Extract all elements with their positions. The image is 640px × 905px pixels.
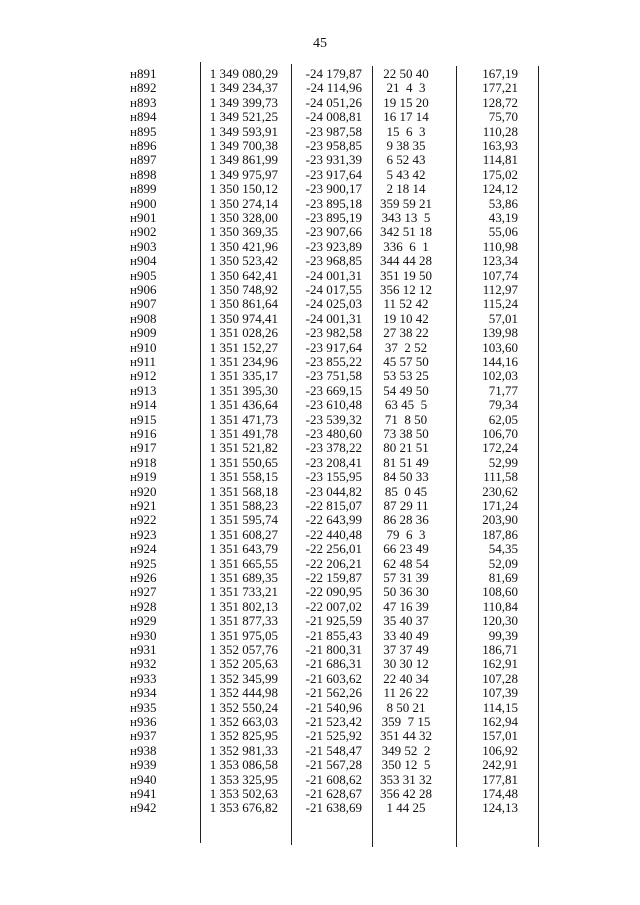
distance-cell: 102,03 bbox=[482, 368, 518, 384]
x-coordinate-cell: 1 350 274,14 bbox=[209, 195, 278, 211]
page-number: 45 bbox=[313, 36, 327, 51]
direction-angle-cell: 351 44 32 bbox=[380, 728, 432, 744]
x-coordinate-cell: 1 353 502,63 bbox=[209, 786, 278, 801]
distance-cell: 124,12 bbox=[482, 181, 518, 197]
y-coordinate-cell: -21 562,26 bbox=[305, 685, 362, 701]
distance-cell: 53,86 bbox=[488, 195, 518, 211]
point-name-cell: н935 bbox=[130, 699, 157, 715]
x-coordinate-cell: 1 352 825,95 bbox=[209, 728, 278, 744]
point-name-cell: н903 bbox=[130, 238, 157, 254]
y-coordinate-cell: -21 567,28 bbox=[305, 757, 362, 773]
distance-cell: 103,60 bbox=[482, 339, 518, 355]
point-name-cell: н931 bbox=[130, 642, 157, 657]
point-name-cell: н891 bbox=[130, 66, 157, 81]
distance-cell: 203,90 bbox=[482, 512, 518, 528]
x-coordinate-cell: 1 350 369,35 bbox=[209, 224, 278, 240]
point-name-cell: н910 bbox=[130, 339, 157, 355]
distance-cell: 79,34 bbox=[488, 397, 518, 413]
point-name-cell: н934 bbox=[130, 685, 157, 701]
distance-cell: 52,99 bbox=[488, 454, 518, 470]
direction-angle-cell: 353 31 32 bbox=[380, 771, 432, 787]
direction-angle-cell: 22 50 40 bbox=[383, 66, 429, 81]
y-coordinate-cell: -23 669,15 bbox=[305, 382, 362, 398]
y-coordinate-cell: -24 017,55 bbox=[305, 282, 362, 297]
y-coordinate-cell: -21 686,31 bbox=[305, 656, 362, 672]
direction-angle-cell: 71 8 50 bbox=[384, 411, 428, 427]
direction-angle-cell: 349 52 2 bbox=[381, 742, 431, 758]
point-name-cell: н932 bbox=[130, 656, 157, 672]
direction-angle-cell: 30 30 12 bbox=[383, 656, 429, 672]
direction-angle-cell: 356 12 12 bbox=[380, 282, 432, 297]
direction-angle-cell: 351 19 50 bbox=[380, 267, 432, 283]
direction-angle-cell: 62 48 54 bbox=[383, 555, 429, 571]
y-coordinate-cell: -21 540,96 bbox=[305, 699, 362, 715]
point-name-cell: н907 bbox=[130, 296, 157, 312]
y-coordinate-cell: -23 917,64 bbox=[305, 339, 362, 355]
distance-cell: 106,92 bbox=[482, 742, 518, 758]
x-coordinate-cell: 1 351 335,17 bbox=[209, 368, 278, 384]
x-coordinate-cell: 1 351 558,15 bbox=[209, 469, 278, 485]
distance-cell: 174,48 bbox=[482, 786, 518, 801]
distance-cell: 107,28 bbox=[482, 670, 518, 686]
direction-angle-cell: 53 53 25 bbox=[383, 368, 429, 384]
distance-cell: 172,24 bbox=[482, 440, 518, 456]
point-name-cell: н893 bbox=[130, 94, 157, 110]
point-name-cell: н916 bbox=[130, 426, 157, 441]
y-coordinate-cell: -23 931,39 bbox=[305, 152, 362, 168]
direction-angle-cell: 9 38 35 bbox=[386, 138, 426, 153]
x-coordinate-cell: 1 350 150,12 bbox=[209, 181, 278, 197]
point-name-cell: н927 bbox=[130, 584, 157, 600]
y-coordinate-cell: -23 751,58 bbox=[305, 368, 362, 384]
x-coordinate-cell: 1 351 234,96 bbox=[209, 354, 278, 369]
direction-angle-cell: 11 26 22 bbox=[383, 685, 429, 701]
y-coordinate-cell: -22 007,02 bbox=[305, 598, 362, 614]
point-name-cell: н896 bbox=[130, 138, 157, 153]
point-name-cell: н912 bbox=[130, 368, 157, 384]
direction-angle-cell: 21 4 3 bbox=[386, 80, 426, 96]
direction-angle-cell: 350 12 5 bbox=[381, 757, 431, 773]
direction-angle-cell: 84 50 33 bbox=[383, 469, 429, 485]
distance-cell: 177,81 bbox=[482, 771, 518, 787]
x-coordinate-cell: 1 351 471,73 bbox=[209, 411, 278, 427]
direction-angle-cell: 81 51 49 bbox=[383, 454, 429, 470]
y-coordinate-cell: -23 895,19 bbox=[305, 210, 362, 225]
point-name-cell: н940 bbox=[130, 771, 157, 787]
distance-cell: 124,13 bbox=[482, 800, 518, 816]
distance-cell: 139,98 bbox=[482, 325, 518, 341]
point-name-cell: н894 bbox=[130, 109, 157, 125]
direction-angle-cell: 47 16 39 bbox=[383, 598, 429, 614]
x-coordinate-cell: 1 349 521,25 bbox=[209, 109, 278, 125]
distance-cell: 110,98 bbox=[482, 238, 518, 254]
x-coordinate-cell: 1 350 328,00 bbox=[209, 210, 278, 225]
x-coordinate-cell: 1 351 491,78 bbox=[209, 426, 278, 441]
direction-angle-cell: 85 0 45 bbox=[384, 483, 428, 499]
point-name-cell: н915 bbox=[130, 411, 157, 427]
x-coordinate-cell: 1 352 663,03 bbox=[209, 714, 278, 729]
x-coordinate-cell: 1 351 877,33 bbox=[209, 613, 278, 629]
direction-angle-cell: 35 40 37 bbox=[383, 613, 429, 629]
direction-angle-cell: 356 42 28 bbox=[380, 786, 432, 801]
direction-angle-cell: 336 6 1 bbox=[383, 238, 429, 254]
y-coordinate-cell: -23 895,18 bbox=[305, 195, 362, 211]
point-name-cell: н906 bbox=[130, 282, 157, 297]
distance-cell: 114,81 bbox=[482, 152, 518, 168]
point-name-cell: н929 bbox=[130, 613, 157, 629]
distance-cell: 106,70 bbox=[482, 426, 518, 441]
y-coordinate-cell: -21 523,42 bbox=[305, 714, 362, 729]
x-coordinate-cell: 1 352 057,76 bbox=[209, 642, 278, 657]
y-coordinate-cell: -21 603,62 bbox=[305, 670, 362, 686]
point-name-cell: н938 bbox=[130, 742, 157, 758]
y-coordinate-cell: -21 608,62 bbox=[305, 771, 362, 787]
y-coordinate-cell: -21 925,59 bbox=[305, 613, 362, 629]
y-coordinate-cell: -22 440,48 bbox=[305, 526, 362, 542]
x-coordinate-cell: 1 353 086,58 bbox=[209, 757, 278, 773]
direction-angle-cell: 66 23 49 bbox=[383, 541, 429, 557]
distance-cell: 108,60 bbox=[482, 584, 518, 600]
x-coordinate-cell: 1 352 981,33 bbox=[209, 742, 278, 758]
y-coordinate-cell: -21 548,47 bbox=[305, 742, 362, 758]
direction-angle-cell: 2 18 14 bbox=[386, 181, 426, 197]
distance-cell: 62,05 bbox=[488, 411, 518, 427]
direction-angle-cell: 6 52 43 bbox=[386, 152, 426, 168]
x-coordinate-cell: 1 350 748,92 bbox=[209, 282, 278, 297]
point-name-cell: н901 bbox=[130, 210, 157, 225]
distance-cell: 81,69 bbox=[488, 570, 518, 585]
point-name-cell: н925 bbox=[130, 555, 157, 571]
x-coordinate-cell: 1 351 550,65 bbox=[209, 454, 278, 470]
point-name-cell: н908 bbox=[130, 310, 157, 326]
direction-angle-cell: 22 40 34 bbox=[383, 670, 429, 686]
point-name-cell: н914 bbox=[130, 397, 157, 413]
direction-angle-cell: 344 44 28 bbox=[380, 253, 432, 269]
point-name-cell: н933 bbox=[130, 670, 157, 686]
point-name-cell: н902 bbox=[130, 224, 157, 240]
direction-angle-cell: 19 15 20 bbox=[383, 94, 429, 110]
distance-cell: 99,39 bbox=[488, 627, 518, 643]
x-coordinate-cell: 1 350 861,64 bbox=[209, 296, 278, 312]
direction-angle-cell: 342 51 18 bbox=[380, 224, 432, 240]
x-coordinate-cell: 1 350 974,41 bbox=[209, 310, 278, 326]
direction-angle-cell: 1 44 25 bbox=[386, 800, 426, 816]
y-coordinate-cell: -23 044,82 bbox=[305, 483, 362, 499]
y-coordinate-cell: -23 982,58 bbox=[305, 325, 362, 341]
direction-angle-cell: 359 59 21 bbox=[380, 195, 432, 211]
point-name-cell: н937 bbox=[130, 728, 157, 744]
y-coordinate-cell: -23 917,64 bbox=[305, 166, 362, 182]
point-name-cell: н917 bbox=[130, 440, 157, 456]
y-coordinate-cell: -23 855,22 bbox=[305, 354, 362, 369]
y-coordinate-cell: -23 900,17 bbox=[305, 181, 362, 197]
point-name-cell: н899 bbox=[130, 181, 157, 197]
distance-cell: 163,93 bbox=[482, 138, 518, 153]
point-name-cell: н930 bbox=[130, 627, 157, 643]
distance-cell: 75,70 bbox=[488, 109, 518, 125]
point-name-cell: н904 bbox=[130, 253, 157, 269]
x-coordinate-cell: 1 351 608,27 bbox=[209, 526, 278, 542]
x-coordinate-cell: 1 351 436,64 bbox=[209, 397, 278, 413]
x-coordinate-cell: 1 351 689,35 bbox=[209, 570, 278, 585]
point-name-cell: н898 bbox=[130, 166, 157, 182]
point-name-cell: н939 bbox=[130, 757, 157, 773]
direction-angle-cell: 8 50 21 bbox=[386, 699, 426, 715]
point-name-cell: н905 bbox=[130, 267, 157, 283]
x-coordinate-cell: 1 352 205,63 bbox=[209, 656, 278, 672]
y-coordinate-cell: -23 155,95 bbox=[305, 469, 362, 485]
distance-cell: 175,02 bbox=[482, 166, 518, 182]
point-name-cell: н920 bbox=[130, 483, 157, 499]
y-coordinate-cell: -23 987,58 bbox=[305, 123, 362, 139]
point-name-cell: н918 bbox=[130, 454, 157, 470]
x-coordinate-cell: 1 351 595,74 bbox=[209, 512, 278, 528]
distance-cell: 230,62 bbox=[482, 483, 518, 499]
x-coordinate-cell: 1 351 643,79 bbox=[209, 541, 278, 557]
y-coordinate-cell: -24 025,03 bbox=[305, 296, 362, 312]
y-coordinate-cell: -23 958,85 bbox=[305, 138, 362, 153]
x-coordinate-cell: 1 351 028,26 bbox=[209, 325, 278, 341]
y-coordinate-cell: -22 206,21 bbox=[305, 555, 362, 571]
x-coordinate-cell: 1 349 080,29 bbox=[209, 66, 278, 81]
y-coordinate-cell: -23 968,85 bbox=[305, 253, 362, 269]
distance-cell: 107,39 bbox=[482, 685, 518, 701]
y-coordinate-cell: -23 480,60 bbox=[305, 426, 362, 441]
distance-cell: 57,01 bbox=[488, 310, 518, 326]
direction-angle-cell: 57 31 39 bbox=[383, 570, 429, 585]
x-coordinate-cell: 1 351 975,05 bbox=[209, 627, 278, 643]
x-coordinate-cell: 1 351 568,18 bbox=[209, 483, 278, 499]
point-name-cell: н900 bbox=[130, 195, 157, 211]
x-coordinate-cell: 1 351 395,30 bbox=[209, 382, 278, 398]
direction-angle-cell: 359 7 15 bbox=[381, 714, 431, 729]
x-coordinate-cell: 1 350 421,96 bbox=[209, 238, 278, 254]
y-coordinate-cell: -21 628,67 bbox=[305, 786, 362, 801]
distance-cell: 167,19 bbox=[482, 66, 518, 81]
direction-angle-cell: 11 52 42 bbox=[383, 296, 429, 312]
point-name-cell: н936 bbox=[130, 714, 157, 729]
y-coordinate-cell: -23 907,66 bbox=[305, 224, 362, 240]
direction-angle-cell: 5 43 42 bbox=[386, 166, 426, 182]
distance-cell: 110,84 bbox=[482, 598, 518, 614]
y-coordinate-cell: -24 001,31 bbox=[305, 310, 362, 326]
x-coordinate-cell: 1 351 733,21 bbox=[209, 584, 278, 600]
direction-angle-cell: 80 21 51 bbox=[383, 440, 429, 456]
direction-angle-cell: 37 2 52 bbox=[384, 339, 428, 355]
y-coordinate-cell: -22 256,01 bbox=[305, 541, 362, 557]
x-coordinate-cell: 1 351 152,27 bbox=[209, 339, 278, 355]
distance-cell: 128,72 bbox=[482, 94, 518, 110]
point-name-cell: н911 bbox=[130, 354, 156, 369]
point-name-cell: н913 bbox=[130, 382, 157, 398]
distance-cell: 54,35 bbox=[488, 541, 518, 557]
point-name-cell: н892 bbox=[130, 80, 157, 96]
x-coordinate-cell: 1 350 523,42 bbox=[209, 253, 278, 269]
direction-angle-cell: 45 57 50 bbox=[383, 354, 429, 369]
direction-angle-cell: 27 38 22 bbox=[383, 325, 429, 341]
x-coordinate-cell: 1 353 325,95 bbox=[209, 771, 278, 787]
y-coordinate-cell: -21 855,43 bbox=[305, 627, 362, 643]
direction-angle-cell: 50 36 30 bbox=[383, 584, 429, 600]
y-coordinate-cell: -23 208,41 bbox=[305, 454, 362, 470]
x-coordinate-cell: 1 351 588,23 bbox=[209, 498, 278, 513]
x-coordinate-cell: 1 352 444,98 bbox=[209, 685, 278, 701]
point-name-cell: н928 bbox=[130, 598, 157, 614]
distance-cell: 114,15 bbox=[482, 699, 518, 715]
y-coordinate-cell: -24 008,81 bbox=[305, 109, 362, 125]
y-coordinate-cell: -22 159,87 bbox=[305, 570, 362, 585]
x-coordinate-cell: 1 349 593,91 bbox=[209, 123, 278, 139]
point-name-cell: н922 bbox=[130, 512, 157, 528]
x-coordinate-cell: 1 349 399,73 bbox=[209, 94, 278, 110]
y-coordinate-cell: -24 114,96 bbox=[306, 80, 362, 96]
point-name-cell: н926 bbox=[130, 570, 157, 585]
x-coordinate-cell: 1 349 975,97 bbox=[209, 166, 278, 182]
distance-cell: 120,30 bbox=[482, 613, 518, 629]
direction-angle-cell: 63 45 5 bbox=[384, 397, 428, 413]
point-name-cell: н921 bbox=[130, 498, 157, 513]
y-coordinate-cell: -23 610,48 bbox=[305, 397, 362, 413]
distance-cell: 52,09 bbox=[488, 555, 518, 571]
point-name-cell: н924 bbox=[130, 541, 157, 557]
y-coordinate-cell: -24 051,26 bbox=[305, 94, 362, 110]
direction-angle-cell: 86 28 36 bbox=[383, 512, 429, 528]
direction-angle-cell: 79 6 3 bbox=[386, 526, 426, 542]
direction-angle-cell: 19 10 42 bbox=[383, 310, 429, 326]
x-coordinate-cell: 1 352 345,99 bbox=[209, 670, 278, 686]
y-coordinate-cell: -22 643,99 bbox=[305, 512, 362, 528]
y-coordinate-cell: -21 638,69 bbox=[305, 800, 362, 816]
distance-cell: 242,91 bbox=[482, 757, 518, 773]
y-coordinate-cell: -23 539,32 bbox=[305, 411, 362, 427]
distance-cell: 111,58 bbox=[483, 469, 518, 485]
point-name-cell: н919 bbox=[130, 469, 157, 485]
y-coordinate-cell: -24 179,87 bbox=[305, 66, 362, 81]
y-coordinate-cell: -23 378,22 bbox=[305, 440, 362, 456]
direction-angle-cell: 54 49 50 bbox=[383, 382, 429, 398]
distance-cell: 186,71 bbox=[482, 642, 518, 657]
distance-cell: 123,34 bbox=[482, 253, 518, 269]
distance-cell: 162,91 bbox=[482, 656, 518, 672]
x-coordinate-cell: 1 349 700,38 bbox=[209, 138, 278, 153]
distance-cell: 162,94 bbox=[482, 714, 518, 729]
distance-cell: 107,74 bbox=[482, 267, 518, 283]
distance-cell: 144,16 bbox=[482, 354, 518, 369]
distance-cell: 187,86 bbox=[482, 526, 518, 542]
distance-cell: 157,01 bbox=[482, 728, 518, 744]
point-name-cell: н897 bbox=[130, 152, 157, 168]
x-coordinate-cell: 1 349 234,37 bbox=[209, 80, 278, 96]
y-coordinate-cell: -22 090,95 bbox=[305, 584, 362, 600]
distance-cell: 177,21 bbox=[482, 80, 518, 96]
point-name-cell: н923 bbox=[130, 526, 157, 542]
point-name-cell: н909 bbox=[130, 325, 157, 341]
x-coordinate-cell: 1 351 521,82 bbox=[209, 440, 278, 456]
point-name-cell: н941 bbox=[130, 786, 157, 801]
direction-angle-cell: 87 29 11 bbox=[383, 498, 429, 513]
direction-angle-cell: 15 6 3 bbox=[386, 123, 426, 139]
table-row bbox=[0, 798, 640, 817]
x-coordinate-cell: 1 350 642,41 bbox=[209, 267, 278, 283]
x-coordinate-cell: 1 349 861,99 bbox=[209, 152, 278, 168]
direction-angle-cell: 16 17 14 bbox=[383, 109, 429, 125]
distance-cell: 55,06 bbox=[488, 224, 518, 240]
distance-cell: 43,19 bbox=[488, 210, 518, 225]
x-coordinate-cell: 1 351 665,55 bbox=[209, 555, 278, 571]
direction-angle-cell: 37 37 49 bbox=[383, 642, 429, 657]
direction-angle-cell: 33 40 49 bbox=[383, 627, 429, 643]
distance-cell: 115,24 bbox=[482, 296, 518, 312]
x-coordinate-cell: 1 352 550,24 bbox=[209, 699, 278, 715]
distance-cell: 112,97 bbox=[482, 282, 518, 297]
y-coordinate-cell: -22 815,07 bbox=[305, 498, 362, 513]
y-coordinate-cell: -23 923,89 bbox=[305, 238, 362, 254]
distance-cell: 110,28 bbox=[482, 123, 518, 139]
distance-cell: 71,77 bbox=[488, 382, 518, 398]
point-name-cell: н942 bbox=[130, 800, 157, 816]
x-coordinate-cell: 1 351 802,13 bbox=[209, 598, 278, 614]
y-coordinate-cell: -21 525,92 bbox=[305, 728, 362, 744]
point-name-cell: н895 bbox=[130, 123, 157, 139]
direction-angle-cell: 73 38 50 bbox=[383, 426, 429, 441]
direction-angle-cell: 343 13 5 bbox=[381, 210, 431, 225]
distance-cell: 171,24 bbox=[482, 498, 518, 513]
x-coordinate-cell: 1 353 676,82 bbox=[209, 800, 278, 816]
y-coordinate-cell: -21 800,31 bbox=[305, 642, 362, 657]
y-coordinate-cell: -24 001,31 bbox=[305, 267, 362, 283]
